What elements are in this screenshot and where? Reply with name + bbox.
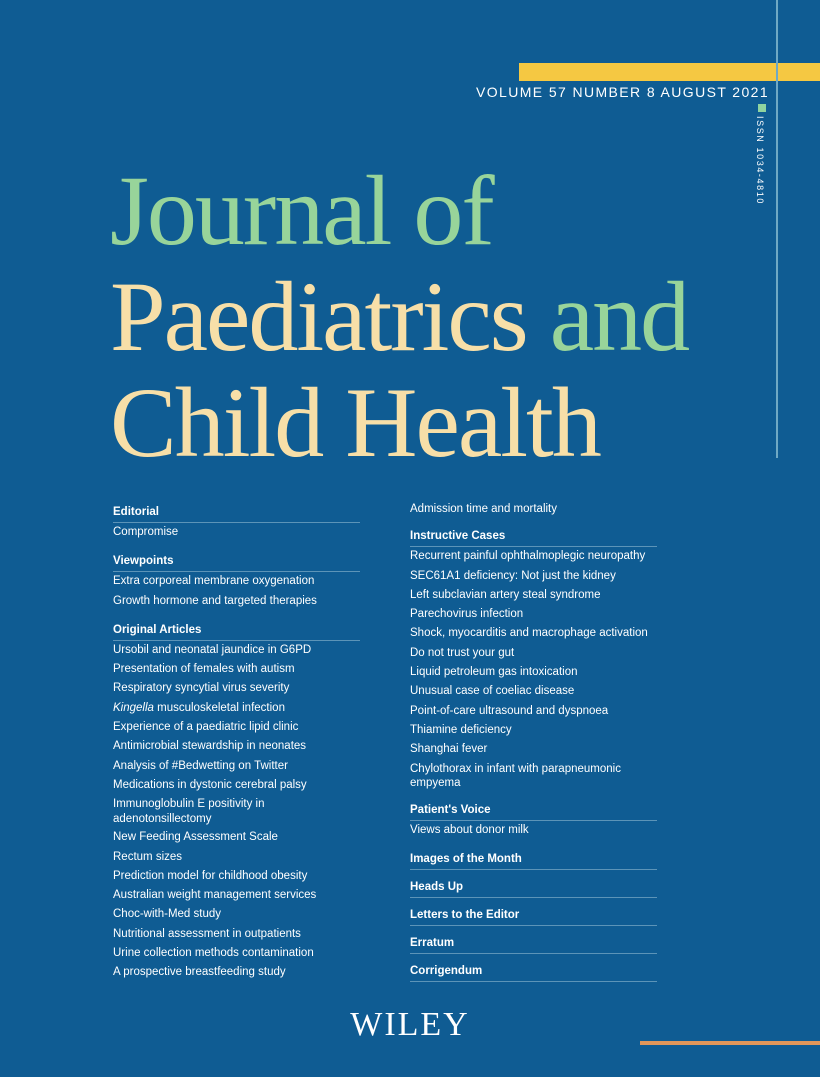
- title-paediatrics: Paediatrics: [110, 261, 527, 372]
- toc-item: Nutritional assessment in outpatients: [113, 927, 301, 940]
- section-heading-patients-voice: Patient's Voice: [410, 798, 657, 821]
- toc-item: Shanghai fever: [410, 743, 488, 756]
- section-heading-letters-to-the-editor: Letters to the Editor: [410, 903, 657, 926]
- toc-item: Views about donor milk: [410, 823, 529, 836]
- issn-number: ISSN 1034-4810: [755, 116, 765, 205]
- toc-item: Immunoglobulin E positivity in adenotonsillectomy: [113, 798, 265, 825]
- issn-marker: [758, 104, 766, 112]
- toc-item: Urine collection methods contamination: [113, 947, 314, 960]
- section-heading-original-articles: Original Articles: [113, 618, 360, 641]
- title-line-1: Journal of: [110, 155, 493, 266]
- toc-item: Antimicrobial stewardship in neonates: [113, 740, 307, 753]
- toc-item: Experience of a paediatric lipid clinic: [113, 721, 299, 734]
- toc-item: Thiamine deficiency: [410, 723, 512, 736]
- toc-item: Growth hormone and targeted therapies: [113, 594, 317, 607]
- toc-item: Presentation of females with autism: [113, 663, 295, 676]
- toc-item-kingella: [113, 699, 360, 718]
- title-and: and: [549, 261, 689, 372]
- toc-item: Unusual case of coeliac disease: [410, 685, 575, 698]
- bottom-accent-bar: [640, 1041, 820, 1045]
- toc-item: Chylothorax in infant with parapneumonic empyema: [410, 762, 621, 790]
- toc-right-column: [410, 500, 657, 982]
- toc-item-italic: Kingella: [113, 701, 154, 714]
- vertical-rule: [776, 0, 778, 458]
- section-heading-corrigendum: Corrigendum: [410, 959, 657, 982]
- section-heading-images-of-the-month: Images of the Month: [410, 847, 657, 870]
- toc-item: A prospective breastfeeding study: [113, 966, 286, 979]
- toc-item: Prediction model for childhood obesity: [113, 869, 308, 882]
- section-heading-instructive-cases: Instructive Cases: [410, 524, 657, 547]
- toc-item: Analysis of #Bedwetting on Twitter: [113, 759, 288, 772]
- toc-item: Parechovirus infection: [410, 608, 524, 621]
- toc-item: Shock, myocarditis and macrophage activation: [410, 627, 648, 640]
- title-line-2: [110, 261, 689, 372]
- toc-item-rest: musculoskeletal infection: [153, 701, 285, 714]
- section-heading-heads-up: Heads Up: [410, 875, 657, 898]
- toc-item: Choc-with-Med study: [113, 908, 222, 921]
- toc-left-column: [113, 500, 360, 983]
- toc-item: Medications in dystonic cerebral palsy: [113, 778, 307, 791]
- toc-item-continued: Admission time and mortality: [410, 503, 557, 515]
- issue-info: VOLUME 57 NUMBER 8 AUGUST 2021: [476, 84, 770, 100]
- section-heading-erratum: Erratum: [410, 931, 657, 954]
- toc-item: New Feeding Assessment Scale: [113, 831, 278, 844]
- publisher-logo: WILEY: [350, 1006, 470, 1043]
- toc-item: Left subclavian artery steal syndrome: [410, 588, 601, 601]
- toc-item: Point-of-care ultrasound and dyspnoea: [410, 704, 609, 717]
- toc-item: Liquid petroleum gas intoxication: [410, 666, 578, 679]
- journal-title: [110, 155, 689, 478]
- toc-item: Ursobil and neonatal jaundice in G6PD: [113, 643, 312, 656]
- toc-item: Recurrent painful ophthalmoplegic neuropathy: [410, 550, 646, 563]
- toc-item: Compromise: [113, 526, 179, 538]
- toc-item: Do not trust your gut: [410, 646, 515, 659]
- toc-item: Respiratory syncytial virus severity: [113, 682, 290, 695]
- toc-item: Extra corporeal membrane oxygenation: [113, 575, 315, 588]
- toc-item: Rectum sizes: [113, 850, 183, 863]
- top-accent-bar: [519, 63, 820, 81]
- toc-item: Australian weight management services: [113, 889, 317, 902]
- title-line-3: Child Health: [110, 367, 600, 478]
- toc-item: SEC61A1 deficiency: Not just the kidney: [410, 569, 616, 582]
- section-heading-viewpoints: Viewpoints: [113, 549, 360, 572]
- section-heading-editorial: Editorial: [113, 500, 360, 523]
